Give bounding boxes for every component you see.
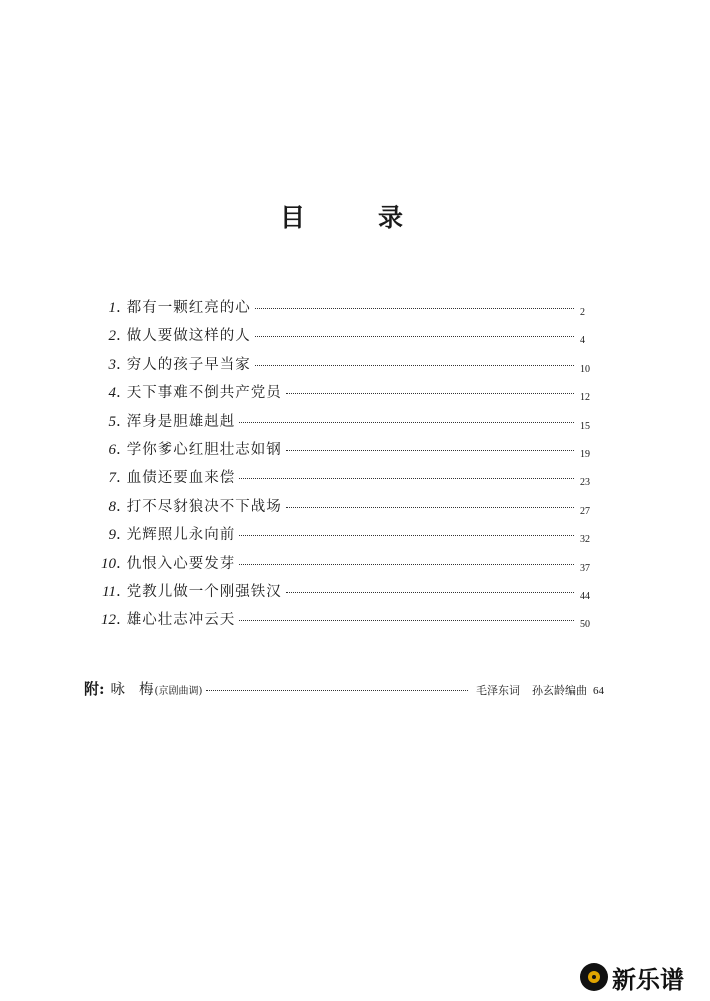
dot-leader	[239, 422, 574, 423]
toc-entry-number-dot: .	[116, 525, 121, 544]
toc-entry-number: 10	[101, 555, 116, 572]
toc-entry-number: 12	[101, 612, 116, 629]
toc-entry-title: 都有一颗红亮的心	[126, 300, 251, 316]
toc-heading	[0, 198, 710, 238]
toc-entry-page-number: 27	[580, 505, 590, 517]
toc-entry-page-number: 23	[580, 477, 590, 489]
toc-entry[interactable]	[88, 523, 596, 547]
dot-leader	[286, 450, 574, 451]
appendix-label: 附:	[84, 680, 105, 698]
toc-entry-number-dot: .	[116, 553, 121, 572]
watermark-logo	[580, 962, 684, 992]
toc-entry-number: 1	[108, 300, 116, 316]
toc-entry-number-dot: .	[116, 383, 121, 402]
toc-heading-char-1: 目	[280, 203, 306, 232]
appendix-title-char-a: 咏	[110, 682, 126, 698]
toc-entry-page-number: 12	[580, 392, 590, 404]
toc-entry[interactable]	[88, 353, 596, 377]
toc-entry[interactable]	[88, 324, 596, 348]
toc-entry-page-number: 2	[580, 307, 585, 318]
dot-leader	[255, 365, 574, 366]
toc-entry-page-number: 10	[580, 363, 590, 375]
toc-entry-title: 学你爹心红胆壮志如钢	[126, 442, 282, 458]
toc-entry-page-number: 44	[580, 591, 590, 602]
toc-entry-title: 浑身是胆雄赳赳	[126, 413, 236, 430]
toc-entry-title: 光辉照儿永向前	[126, 527, 236, 544]
toc-entry-number: 5	[108, 413, 116, 430]
vinyl-record-icon	[580, 963, 608, 991]
toc-entry[interactable]	[88, 438, 596, 462]
toc-entry-title: 党教儿做一个刚强铁汉	[126, 584, 282, 600]
dot-leader	[239, 620, 574, 621]
appendix-subtitle: (京剧曲调)	[154, 686, 203, 697]
toc-entry-number-dot: .	[116, 440, 121, 458]
dot-leader	[255, 308, 574, 309]
dot-leader	[286, 507, 574, 508]
toc-entry-number: 7	[108, 470, 116, 487]
dot-leader	[206, 690, 468, 691]
toc-entry-page-number: 37	[580, 562, 590, 574]
appendix-composer: 孙玄龄编曲	[532, 684, 587, 697]
toc-entry[interactable]	[88, 580, 596, 604]
toc-entry[interactable]	[88, 495, 596, 519]
toc-entry-title: 天下事难不倒共产党员	[126, 385, 282, 402]
dot-leader	[239, 564, 574, 565]
appendix-page-number: 64	[593, 685, 604, 697]
appendix-lyricist: 毛泽东词	[476, 684, 520, 697]
toc-entry[interactable]	[88, 410, 596, 434]
toc-entry-number: 11	[102, 584, 116, 600]
toc-entry-title: 打不尽豺狼决不下战场	[126, 498, 282, 515]
toc-entry[interactable]	[88, 381, 596, 405]
appendix-entry[interactable]	[84, 678, 604, 702]
toc-entry-number-dot: .	[116, 326, 121, 345]
toc-entry-number: 4	[108, 385, 116, 402]
toc-entry-number-dot: .	[116, 354, 121, 373]
watermark-text: 新乐谱	[612, 965, 684, 994]
dot-leader	[239, 478, 574, 479]
toc-entry-title: 血债还要血来偿	[126, 470, 236, 487]
appendix-title	[111, 678, 154, 699]
toc-entry-number-dot: .	[116, 582, 121, 600]
toc-entry-number-dot: .	[116, 610, 121, 629]
toc-entry-number-dot: .	[116, 298, 121, 316]
toc-entry-page-number: 15	[580, 420, 590, 432]
toc-entry-number: 8	[108, 498, 116, 515]
toc-entry-number-dot: .	[116, 496, 121, 515]
toc-entry[interactable]	[88, 296, 596, 320]
toc-entry[interactable]	[88, 466, 596, 490]
toc-entry[interactable]	[88, 552, 596, 576]
toc-entry-title: 穷人的孩子早当家	[126, 356, 251, 373]
toc-entry-number: 9	[108, 527, 116, 544]
toc-entry-number-dot: .	[116, 411, 121, 430]
toc-entry-page-number: 4	[580, 335, 585, 347]
toc-entry-number: 3	[108, 356, 116, 373]
dot-leader	[286, 592, 574, 593]
dot-leader	[255, 336, 574, 337]
toc-entry-title: 仇恨入心要发芽	[126, 555, 236, 572]
toc-entry-page-number: 50	[580, 619, 590, 631]
appendix-title-char-b: 梅	[139, 682, 154, 698]
toc-entry[interactable]	[88, 608, 596, 632]
toc-heading-char-2: 录	[378, 203, 404, 232]
toc-entry-title: 做人要做这样的人	[126, 328, 251, 345]
toc-entry-title: 雄心壮志冲云天	[126, 612, 236, 629]
toc-entry-number: 6	[108, 442, 116, 458]
toc-entry-number: 2	[108, 328, 116, 345]
dot-leader	[239, 535, 574, 536]
toc-entry-page-number: 19	[580, 449, 590, 460]
toc-entry-page-number: 32	[580, 534, 590, 546]
toc-entry-number-dot: .	[116, 468, 121, 487]
dot-leader	[286, 393, 574, 394]
